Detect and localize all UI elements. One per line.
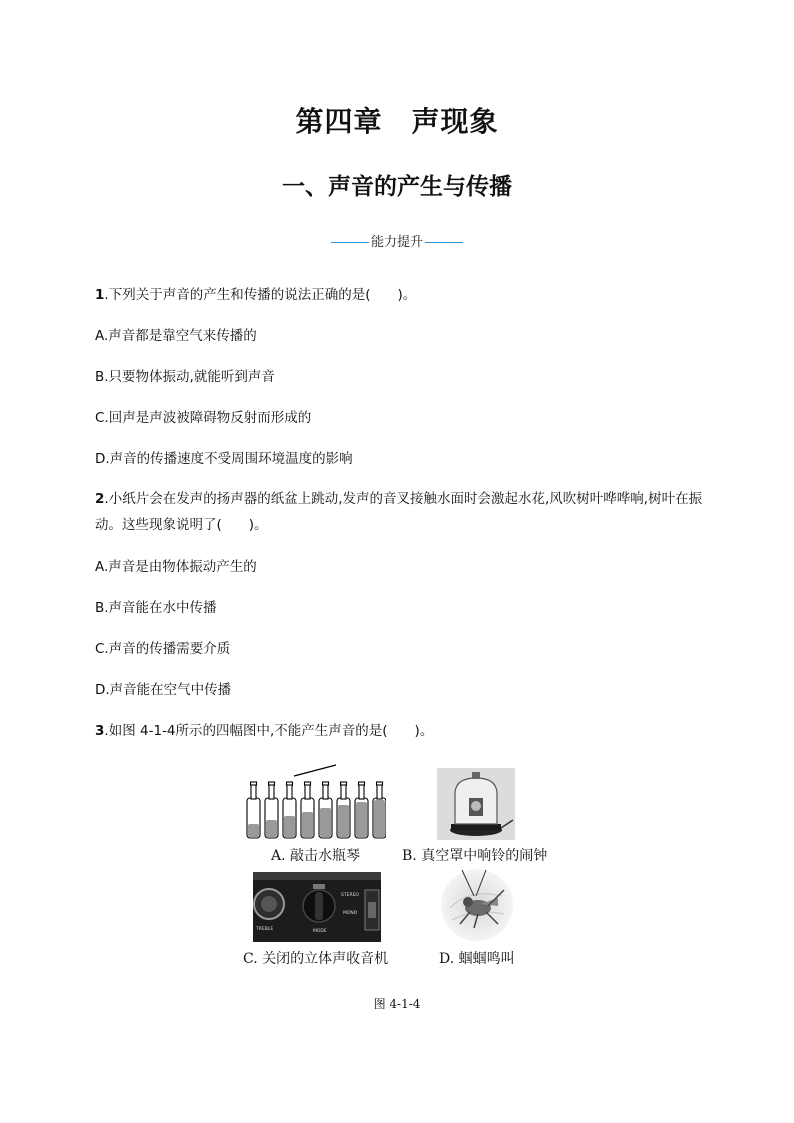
question-1-option-d: D.声音的传播速度不受周围环境温度的影响 [95, 451, 353, 467]
radio-label-mode: MODE [313, 929, 327, 934]
ability-header [0, 231, 794, 250]
ability-left-rule [331, 242, 369, 243]
question-1-text: .下列关于声音的产生和传播的说法正确的是( )。 [104, 287, 417, 303]
stereo-radio-image [253, 872, 381, 942]
question-1-option-b: B.只要物体振动,就能听到声音 [95, 369, 275, 385]
question-3-number: 3 [95, 723, 105, 739]
question-1-stem [95, 285, 705, 305]
question-3-text: .如图 4-1-4所示的四幅图中,不能产生声音的是( )。 [104, 723, 434, 739]
ability-label: 能力提升 [370, 235, 423, 250]
water-bottles-image [244, 762, 386, 840]
question-2-stem [95, 486, 705, 538]
question-2-option-a: A.声音是由物体振动产生的 [95, 559, 257, 575]
radio-label-treble: TREBLE [256, 927, 274, 932]
figure-label: 图 4-1-4 [373, 997, 421, 1011]
question-2-text: .小纸片会在发声的扬声器的纸盆上跳动,发声的音叉接触水面时会激起水花,风吹树叶哗哗响,树叶在振动。这些现象说明了( )。 [95, 491, 703, 533]
question-2-option-b: B.声音能在水中传播 [95, 600, 217, 616]
radio-label-stereo: STEREO [341, 893, 359, 898]
question-2-option-d: D.声音能在空气中传播 [95, 682, 232, 698]
caption-d: D. 蝈蝈鸣叫 [439, 951, 515, 967]
caption-c: C. 关闭的立体声收音机 [243, 951, 389, 967]
ability-right-rule [425, 242, 463, 243]
question-2-option-c: C.声音的传播需要介质 [95, 641, 231, 657]
radio-label-mono: MONO [343, 911, 358, 916]
section-title: 一、声音的产生与传播 [282, 174, 512, 200]
question-1-option-a: A.声音都是靠空气来传播的 [95, 328, 257, 344]
caption-b: B. 真空罩中响铃的闹钟 [402, 848, 548, 864]
question-1-number: 1 [95, 287, 105, 303]
caption-a: A. 敲击水瓶琴 [271, 848, 361, 864]
bell-jar-image [437, 768, 515, 840]
katydid-image [440, 868, 514, 942]
question-1-option-c: C.回声是声波被障碍物反射而形成的 [95, 410, 312, 426]
question-2-number: 2 [95, 491, 105, 507]
question-3-stem [95, 721, 705, 741]
mallet-stick [294, 765, 336, 776]
chapter-title: 第四章 声现象 [295, 105, 499, 138]
